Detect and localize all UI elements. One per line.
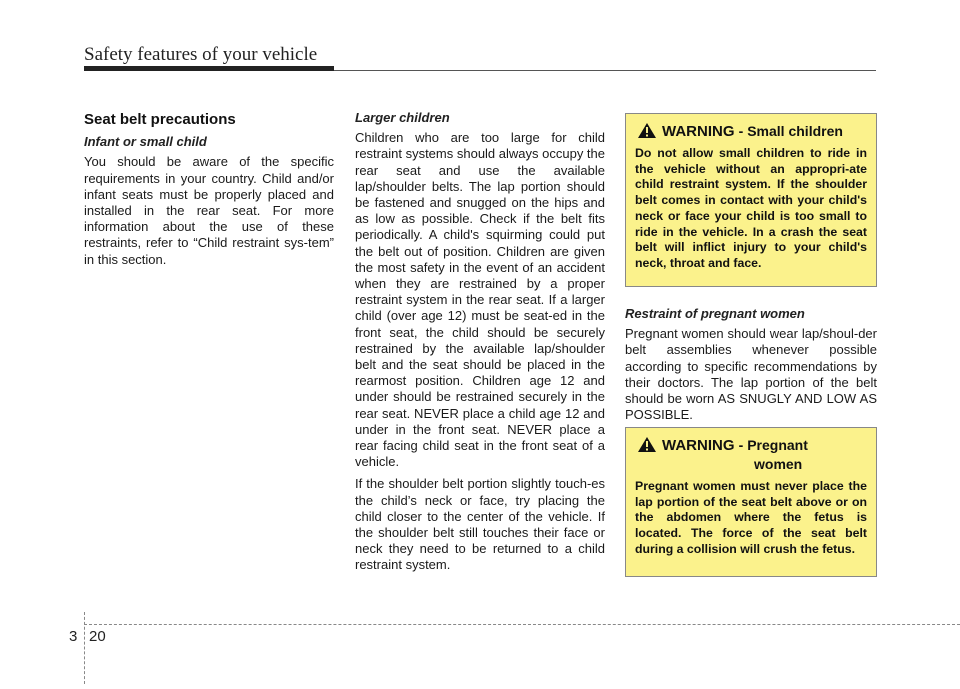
footer-divider: [84, 612, 85, 684]
warning-box-small-children: [625, 113, 877, 287]
subheading-pregnant-women: Restraint of pregnant women: [625, 306, 805, 321]
warning-body: Do not allow small children to ride in the vehicle without an appropri-ate child restraint system. If the shoulder belt comes in contact with your child's neck or face your child is too small to ride in the vehicle. In a crash the seat belt will inflict injury to your child's neck, throat and face.: [635, 146, 867, 270]
header-bar: [84, 66, 334, 71]
warning-topic-line2: women: [754, 456, 803, 472]
subheading-infant: Infant or small child: [84, 134, 207, 150]
warning-box-pregnant-women: [625, 427, 877, 577]
column-1: [84, 110, 334, 274]
page-number: 20: [89, 628, 106, 645]
column-2: [355, 110, 605, 580]
header-rule: [334, 70, 876, 71]
section-heading: Seat belt precautions: [84, 111, 236, 128]
warning-topic: - Small children: [738, 123, 843, 139]
warning-header: [635, 122, 867, 141]
warning-header: [635, 436, 867, 474]
paragraph-larger-children-2: If the shoulder belt portion slightly touch-es the child’s neck or face, try placing the child closer to the center of the vehicle. If the shoulder belt still touches their face or neck they need to be returned to a child restraint system.: [355, 476, 605, 573]
chapter-number: 3: [69, 628, 78, 645]
paragraph-infant: You should be aware of the specific requirements in your country. Child and/or infant seats must be properly placed and installed in the rear seat. For more information about the use of these restraints, refer to “Child restraint sys-tem” in this section.: [84, 154, 334, 267]
warning-body: Pregnant women must never place the lap portion of the seat belt above or on the abdomen where the fetus is located. The force of the seat belt during a collision will crush the fetus.: [635, 479, 867, 556]
warning-label: WARNING: [662, 123, 735, 140]
warning-topic-line1: - Pregnant: [738, 437, 808, 453]
warning-triangle-icon: [637, 122, 657, 139]
warning-label: WARNING: [662, 437, 735, 454]
subheading-larger-children: Larger children: [355, 110, 450, 125]
paragraph-larger-children-1: Children who are too large for child restraint systems should always occupy the rear seat and use the available lap/shoulder belts. The lap portion should be fastened and snugged on the hips and as low as possible. Check if the belt fits periodically. A child's squirming could put the belt out of position. Children are given the most safety in the event of an accident when they are restrained by a proper restraint system in the rear seat. If a larger child (over age 12) must be seat-ed in the front seat, the child should be securely restrained by the available lap/shoulder belt and the seat should be placed in the rearmost position. Children age 12 and under should be restrained securely in the rear seat. NEVER place a child age 12 and under in the front seat. NEVER place a rear facing child seat in the front seat of a vehicle.: [355, 130, 605, 470]
paragraph-pregnant-women: Pregnant women should wear lap/shoul-der belt assemblies whenever possible according to specific recommendations by their doctors. The lap portion of the belt should be worn AS SNUGLY AND LOW AS POSSIBLE.: [625, 326, 877, 423]
footer-rule: [84, 624, 960, 625]
column-3: [625, 306, 877, 429]
warning-triangle-icon: [637, 436, 657, 453]
page-header-title: Safety features of your vehicle: [84, 44, 318, 65]
